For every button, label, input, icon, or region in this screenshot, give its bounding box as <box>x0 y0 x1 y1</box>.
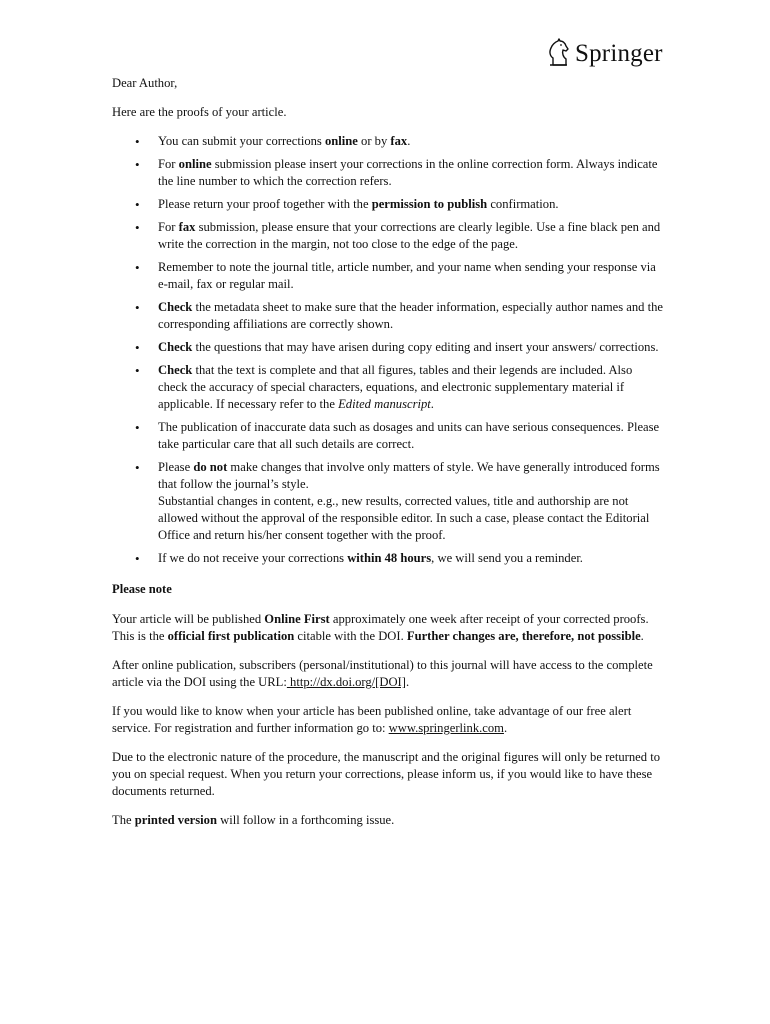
text-run: Please return your proof together with the <box>158 197 372 211</box>
italic-text: Edited manuscript <box>338 397 431 411</box>
link[interactable]: http://dx.doi.org/[DOI] <box>286 675 406 689</box>
bullet-item <box>112 339 664 356</box>
text-run: submission, please ensure that your corrections are clearly legible. Use a fine black pen and write the correction in the margin, not too close to the edge of the page. <box>158 220 661 251</box>
text-run: approximately one week after receipt of your corrected proofs. This is the <box>112 612 649 643</box>
text-run: . <box>407 134 411 148</box>
text-run: The <box>112 813 135 827</box>
note-paragraph <box>112 703 664 737</box>
link[interactable]: www.springerlink.com <box>388 721 504 735</box>
text-run: will follow in a forthcoming issue. <box>216 813 395 827</box>
bullet-item <box>112 196 664 213</box>
bold-text: Check <box>158 363 193 377</box>
bullet-item <box>112 299 664 333</box>
bold-text: fax <box>178 220 196 234</box>
text-run: For <box>158 157 179 171</box>
text-run: , we will send you a reminder. <box>431 551 583 565</box>
bullet-icon: • <box>135 260 140 275</box>
bullet-icon: • <box>135 460 140 475</box>
text-run: confirmation. <box>487 197 559 211</box>
note-paragraph <box>112 657 664 691</box>
bullet-icon: • <box>135 340 140 355</box>
bullet-icon: • <box>135 197 140 212</box>
bullet-icon: • <box>135 157 140 172</box>
bullet-icon: • <box>135 300 140 315</box>
springer-horse-icon <box>545 38 571 68</box>
please-note-heading: Please note <box>112 582 172 596</box>
springer-wordmark: Springer <box>575 39 663 67</box>
text-run: . <box>430 397 434 411</box>
note-paragraph <box>112 611 664 645</box>
text-run: If you would like to know when your article has been published online, take advantage of our free alert service. For registration and further information go to: <box>112 704 632 735</box>
bold-text: Online First <box>264 612 330 626</box>
bullet-item <box>112 459 664 544</box>
bold-text: printed version <box>134 813 217 827</box>
intro-line: Here are the proofs of your article. <box>112 105 287 119</box>
letter-body <box>112 75 664 841</box>
text-run: For <box>158 220 179 234</box>
bullet-icon: • <box>135 420 140 435</box>
bold-text: do not <box>193 460 228 474</box>
bullet-icon: • <box>135 551 140 566</box>
text-run: submission please insert your corrections in the online correction form. Always indicate the line number to which the correction refers. <box>158 157 658 188</box>
note-paragraph <box>112 812 664 829</box>
bullet-item <box>112 419 664 453</box>
text-run: Substantial changes in content, e.g., new results, corrected values, title and authorship are not allowed without the approval of the responsible editor. In such a case, please contact the Editorial Office and return his/her consent together with the proof. <box>158 494 650 542</box>
text-run: You can submit your corrections <box>158 134 325 148</box>
bullet-icon: • <box>135 363 140 378</box>
bold-text: official first publication <box>167 629 295 643</box>
text-run: Please <box>158 460 194 474</box>
bold-text: online <box>178 157 212 171</box>
text-run: Due to the electronic nature of the procedure, the manuscript and the original figures will only be returned to you on special request. When you return your corrections, please inform us, if you would like to have these documents returned. <box>112 750 660 798</box>
bullet-icon: • <box>135 220 140 235</box>
text-run: Remember to note the journal title, article number, and your name when sending your response via e-mail, fax or regular mail. <box>158 260 656 291</box>
text-run: The publication of inaccurate data such as dosages and units can have serious consequences. Please take particular care that all such details are correct. <box>158 420 660 451</box>
text-run: If we do not receive your corrections <box>158 551 348 565</box>
text-run: . <box>405 675 410 689</box>
text-run: that the text is complete and that all figures, tables and their legends are included. Also check the accuracy of special characters, equations, and electronic supplementary material if applicable. If necessary refer to the <box>158 363 633 411</box>
text-run: Your article will be published <box>112 612 265 626</box>
bullet-item <box>112 156 664 190</box>
bold-text: Check <box>158 300 193 314</box>
bold-text: online <box>324 134 358 148</box>
text-run: the metadata sheet to make sure that the header information, especially author names and the corresponding affiliations are correctly shown. <box>158 300 663 331</box>
bold-text: Check <box>158 340 193 354</box>
bold-text: within 48 hours <box>347 551 432 565</box>
bold-text: fax <box>390 134 408 148</box>
bold-text: Further changes are, therefore, not possible <box>406 629 641 643</box>
note-paragraph <box>112 749 664 800</box>
text-run: the questions that may have arisen during copy editing and insert your answers/ corrections. <box>192 340 659 354</box>
text-run: . <box>640 629 644 643</box>
bullet-item <box>112 259 664 293</box>
instructions-list <box>112 133 664 567</box>
notes-paragraphs <box>112 611 664 829</box>
bullet-item <box>112 133 664 150</box>
bullet-icon: • <box>135 134 140 149</box>
bullet-item <box>112 362 664 413</box>
text-run: citable with the DOI. <box>294 629 407 643</box>
text-run: or by <box>357 134 391 148</box>
text-run: make changes that involve only matters of style. We have generally introduced forms that follow the journal’s style. <box>158 460 660 491</box>
text-run: After online publication, subscribers (personal/institutional) to this journal will have access to the complete article via the DOI using the URL: <box>112 658 653 689</box>
text-run: . <box>503 721 508 735</box>
greeting: Dear Author, <box>112 76 178 90</box>
springer-logo <box>545 38 663 68</box>
bullet-item <box>112 550 664 567</box>
bold-text: permission to publish <box>371 197 488 211</box>
bullet-item <box>112 219 664 253</box>
